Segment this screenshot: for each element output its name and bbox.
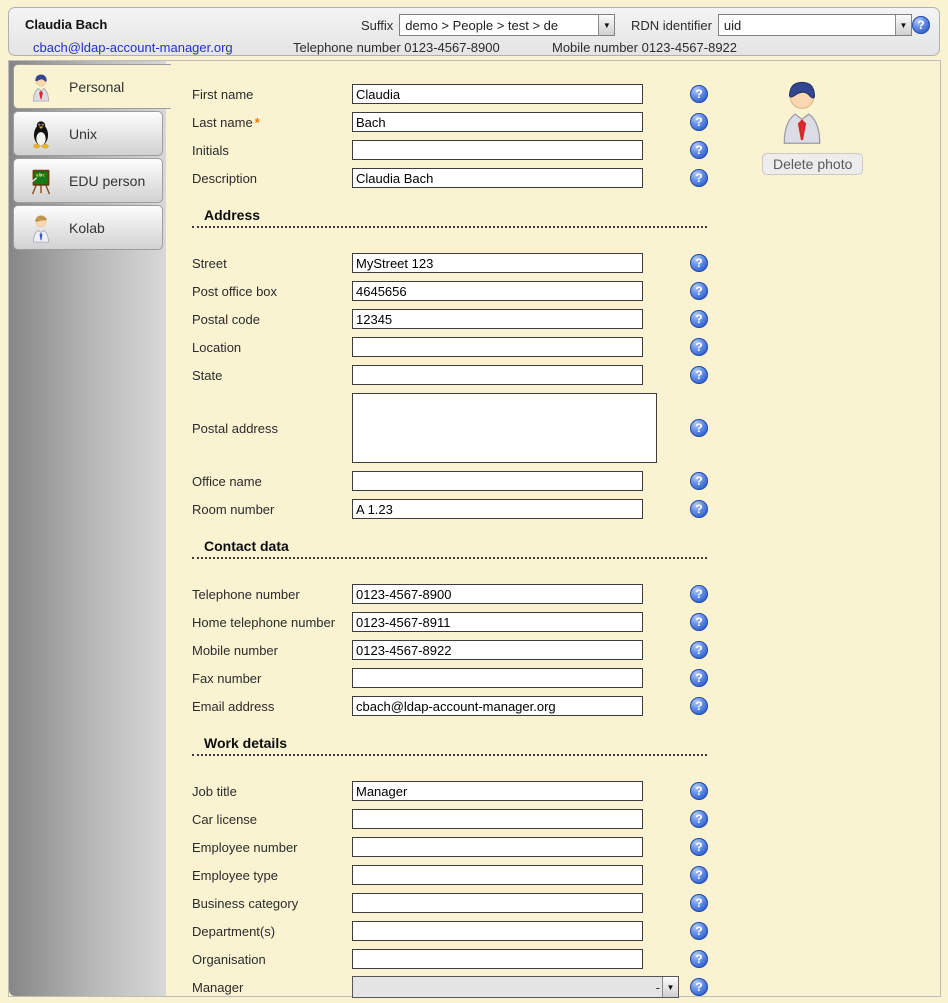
help-icon[interactable]: ? bbox=[690, 310, 708, 328]
field-control bbox=[352, 140, 684, 160]
header-mobile-summary: Mobile number 0123-4567-8922 bbox=[552, 40, 738, 55]
help-icon[interactable]: ? bbox=[690, 894, 708, 912]
tab-personal[interactable] bbox=[13, 64, 171, 109]
field-label-text: Location bbox=[192, 339, 242, 355]
job-title-input[interactable] bbox=[352, 781, 643, 801]
field-label-text: First name bbox=[192, 86, 254, 102]
field-label-text: Fax number bbox=[192, 670, 262, 686]
help-icon[interactable]: ? bbox=[690, 641, 708, 659]
tab-edu-person-label: EDU person bbox=[69, 172, 146, 189]
help-icon[interactable]: ? bbox=[690, 472, 708, 490]
help-icon[interactable]: ? bbox=[690, 85, 708, 103]
form-row-street bbox=[192, 249, 940, 277]
tab-personal-label: Personal bbox=[69, 78, 125, 95]
field-label-text: Organisation bbox=[192, 951, 266, 967]
room-number-input[interactable] bbox=[352, 499, 643, 519]
field-control bbox=[352, 337, 684, 357]
section-heading-address: Address bbox=[192, 207, 707, 228]
form-row-job-title bbox=[192, 777, 940, 805]
field-label bbox=[192, 587, 352, 602]
field-label bbox=[192, 115, 352, 130]
form-row-mobile-number bbox=[192, 636, 940, 664]
chevron-down-icon: ▼ bbox=[895, 15, 911, 35]
field-label bbox=[192, 671, 352, 686]
field-label-text: Room number bbox=[192, 501, 275, 517]
field-label-text: Last name bbox=[192, 114, 253, 130]
field-label-text: Postal address bbox=[192, 420, 278, 436]
help-icon[interactable]: ? bbox=[690, 669, 708, 687]
field-label bbox=[192, 421, 352, 436]
form-row-email-address bbox=[192, 692, 940, 720]
form-row-post-office-box bbox=[192, 277, 940, 305]
field-control bbox=[352, 668, 684, 688]
field-label-text: Employee type bbox=[192, 867, 278, 883]
help-icon[interactable]: ? bbox=[690, 500, 708, 518]
field-label bbox=[192, 840, 352, 855]
field-label-text: Job title bbox=[192, 783, 237, 799]
account-name-title: Claudia Bach bbox=[25, 17, 108, 32]
module-tabs-sidebar bbox=[9, 61, 166, 996]
help-icon[interactable]: ? bbox=[912, 16, 930, 34]
office-name-input[interactable] bbox=[352, 471, 643, 491]
post-office-box-input[interactable] bbox=[352, 281, 643, 301]
field-label bbox=[192, 143, 352, 158]
street-input[interactable] bbox=[352, 253, 643, 273]
svg-text:b: b bbox=[39, 171, 43, 177]
form-root bbox=[192, 80, 940, 1001]
form-row-business-category bbox=[192, 889, 940, 917]
field-control bbox=[352, 976, 684, 998]
first-name-input[interactable] bbox=[352, 84, 643, 104]
form-row-home-telephone-number bbox=[192, 608, 940, 636]
manager-select[interactable] bbox=[352, 976, 679, 998]
field-label bbox=[192, 87, 352, 102]
field-label bbox=[192, 256, 352, 271]
last-name-input[interactable] bbox=[352, 112, 643, 132]
field-control bbox=[352, 281, 684, 301]
tux-icon bbox=[26, 119, 56, 149]
field-label bbox=[192, 699, 352, 714]
header-telephone-summary: Telephone number 0123-4567-8900 bbox=[293, 40, 500, 55]
delete-photo-button[interactable]: Delete photo bbox=[762, 153, 863, 175]
form-row-employee-type bbox=[192, 861, 940, 889]
kolab-person-icon bbox=[26, 213, 56, 243]
field-control bbox=[352, 949, 684, 969]
field-control bbox=[352, 84, 684, 104]
form-row-state bbox=[192, 361, 940, 389]
field-label bbox=[192, 502, 352, 517]
photo-block bbox=[762, 71, 892, 175]
field-control bbox=[352, 584, 684, 604]
field-label bbox=[192, 924, 352, 939]
field-label-text: Employee number bbox=[192, 839, 298, 855]
field-control bbox=[352, 640, 684, 660]
account-header bbox=[8, 7, 940, 56]
suffix-select[interactable] bbox=[399, 14, 615, 36]
postal-address-textarea[interactable] bbox=[352, 393, 657, 463]
postal-code-input[interactable] bbox=[352, 309, 643, 329]
field-label-text: Business category bbox=[192, 895, 299, 911]
required-asterisk: * bbox=[254, 114, 260, 130]
section-heading-work-details: Work details bbox=[192, 735, 707, 756]
help-icon[interactable]: ? bbox=[690, 113, 708, 131]
field-label bbox=[192, 896, 352, 911]
field-control bbox=[352, 393, 684, 463]
help-icon[interactable]: ? bbox=[690, 366, 708, 384]
field-label bbox=[192, 952, 352, 967]
field-control bbox=[352, 696, 684, 716]
manager-select-value: - bbox=[655, 979, 660, 995]
field-control bbox=[352, 781, 684, 801]
form-row-car-license bbox=[192, 805, 940, 833]
car-license-input[interactable] bbox=[352, 809, 643, 829]
help-icon[interactable]: ? bbox=[690, 282, 708, 300]
help-icon[interactable]: ? bbox=[690, 338, 708, 356]
field-label-text: Mobile number bbox=[192, 642, 278, 658]
chevron-down-icon: ▼ bbox=[598, 15, 614, 35]
help-icon[interactable]: ? bbox=[690, 838, 708, 856]
help-icon[interactable]: ? bbox=[690, 613, 708, 631]
location-input[interactable] bbox=[352, 337, 643, 357]
email-link[interactable]: cbach@ldap-account-manager.org bbox=[33, 40, 233, 55]
personal-form-panel bbox=[166, 61, 940, 996]
field-label-text: Initials bbox=[192, 142, 229, 158]
rdn-identifier-label: RDN identifier bbox=[631, 17, 712, 33]
field-label bbox=[192, 171, 352, 186]
field-label bbox=[192, 312, 352, 327]
field-label-text: Street bbox=[192, 255, 227, 271]
field-label-text: Home telephone number bbox=[192, 614, 336, 630]
help-icon[interactable]: ? bbox=[690, 950, 708, 968]
rdn-identifier-select[interactable] bbox=[718, 14, 912, 36]
email-address-input[interactable] bbox=[352, 696, 643, 716]
field-label-text: Department(s) bbox=[192, 923, 276, 939]
help-icon[interactable]: ? bbox=[690, 866, 708, 884]
tab-edu-person[interactable] bbox=[13, 158, 163, 203]
form-row-office-name bbox=[192, 467, 940, 495]
fax-number-input[interactable] bbox=[352, 668, 643, 688]
help-icon[interactable]: ? bbox=[690, 922, 708, 940]
field-label bbox=[192, 784, 352, 799]
form-row-telephone-number bbox=[192, 580, 940, 608]
chevron-down-icon: ▼ bbox=[662, 977, 678, 997]
suffix-select-value: demo > People > test > de bbox=[405, 17, 559, 33]
form-row-fax-number bbox=[192, 664, 940, 692]
field-control bbox=[352, 112, 684, 132]
field-label bbox=[192, 980, 352, 995]
employee-type-input[interactable] bbox=[352, 865, 643, 885]
field-control bbox=[352, 809, 684, 829]
form-row-department-s bbox=[192, 917, 940, 945]
form-row-manager bbox=[192, 973, 940, 1001]
form-row-postal-address bbox=[192, 389, 940, 467]
field-label-text: Post office box bbox=[192, 283, 278, 299]
field-label-text: Postal code bbox=[192, 311, 260, 327]
field-control bbox=[352, 309, 684, 329]
field-label-text: Office name bbox=[192, 473, 262, 489]
tab-kolab[interactable] bbox=[13, 205, 163, 250]
svg-text:c: c bbox=[42, 171, 45, 177]
help-icon[interactable]: ? bbox=[690, 978, 708, 996]
field-control bbox=[352, 865, 684, 885]
help-icon[interactable]: ? bbox=[690, 697, 708, 715]
field-label bbox=[192, 284, 352, 299]
section-heading-contact-data: Contact data bbox=[192, 538, 707, 559]
business-category-input[interactable] bbox=[352, 893, 643, 913]
mobile-number-input[interactable] bbox=[352, 640, 643, 660]
help-icon[interactable]: ? bbox=[690, 254, 708, 272]
help-icon[interactable]: ? bbox=[690, 782, 708, 800]
form-row-employee-number bbox=[192, 833, 940, 861]
field-label bbox=[192, 868, 352, 883]
user-photo-icon bbox=[777, 71, 827, 151]
employee-number-input[interactable] bbox=[352, 837, 643, 857]
help-icon[interactable]: ? bbox=[690, 810, 708, 828]
field-label-text: Email address bbox=[192, 698, 275, 714]
field-label-text: Description bbox=[192, 170, 258, 186]
field-control bbox=[352, 499, 684, 519]
organisation-input[interactable] bbox=[352, 949, 643, 969]
field-label bbox=[192, 812, 352, 827]
help-icon[interactable]: ? bbox=[690, 419, 708, 437]
field-label bbox=[192, 643, 352, 658]
tab-unix[interactable] bbox=[13, 111, 163, 156]
department-s-input[interactable] bbox=[352, 921, 643, 941]
description-input[interactable] bbox=[352, 168, 643, 188]
field-label bbox=[192, 615, 352, 630]
field-label bbox=[192, 340, 352, 355]
account-content bbox=[8, 60, 941, 997]
rdn-select-value: uid bbox=[723, 17, 742, 33]
initials-input[interactable] bbox=[352, 140, 643, 160]
suffix-label: Suffix bbox=[361, 17, 394, 33]
home-telephone-number-input[interactable] bbox=[352, 612, 643, 632]
help-icon[interactable]: ? bbox=[690, 141, 708, 159]
field-control bbox=[352, 168, 684, 188]
tab-unix-label: Unix bbox=[69, 125, 98, 142]
field-label bbox=[192, 474, 352, 489]
svg-text:a: a bbox=[35, 171, 39, 177]
field-label-text: Telephone number bbox=[192, 586, 300, 602]
field-control bbox=[352, 471, 684, 491]
form-row-location bbox=[192, 333, 940, 361]
chalkboard-icon bbox=[26, 166, 56, 196]
field-control bbox=[352, 612, 684, 632]
form-row-postal-code bbox=[192, 305, 940, 333]
help-icon[interactable]: ? bbox=[690, 585, 708, 603]
field-control bbox=[352, 921, 684, 941]
tab-kolab-label: Kolab bbox=[69, 219, 105, 236]
state-input[interactable] bbox=[352, 365, 643, 385]
field-control bbox=[352, 365, 684, 385]
form-row-organisation bbox=[192, 945, 940, 973]
telephone-number-input[interactable] bbox=[352, 584, 643, 604]
form-row-room-number bbox=[192, 495, 940, 523]
field-control bbox=[352, 253, 684, 273]
help-icon[interactable]: ? bbox=[690, 169, 708, 187]
person-icon bbox=[26, 72, 56, 102]
field-control bbox=[352, 837, 684, 857]
field-label bbox=[192, 368, 352, 383]
field-label-text: Manager bbox=[192, 979, 244, 995]
field-label-text: State bbox=[192, 367, 223, 383]
field-control bbox=[352, 893, 684, 913]
field-label-text: Car license bbox=[192, 811, 258, 827]
